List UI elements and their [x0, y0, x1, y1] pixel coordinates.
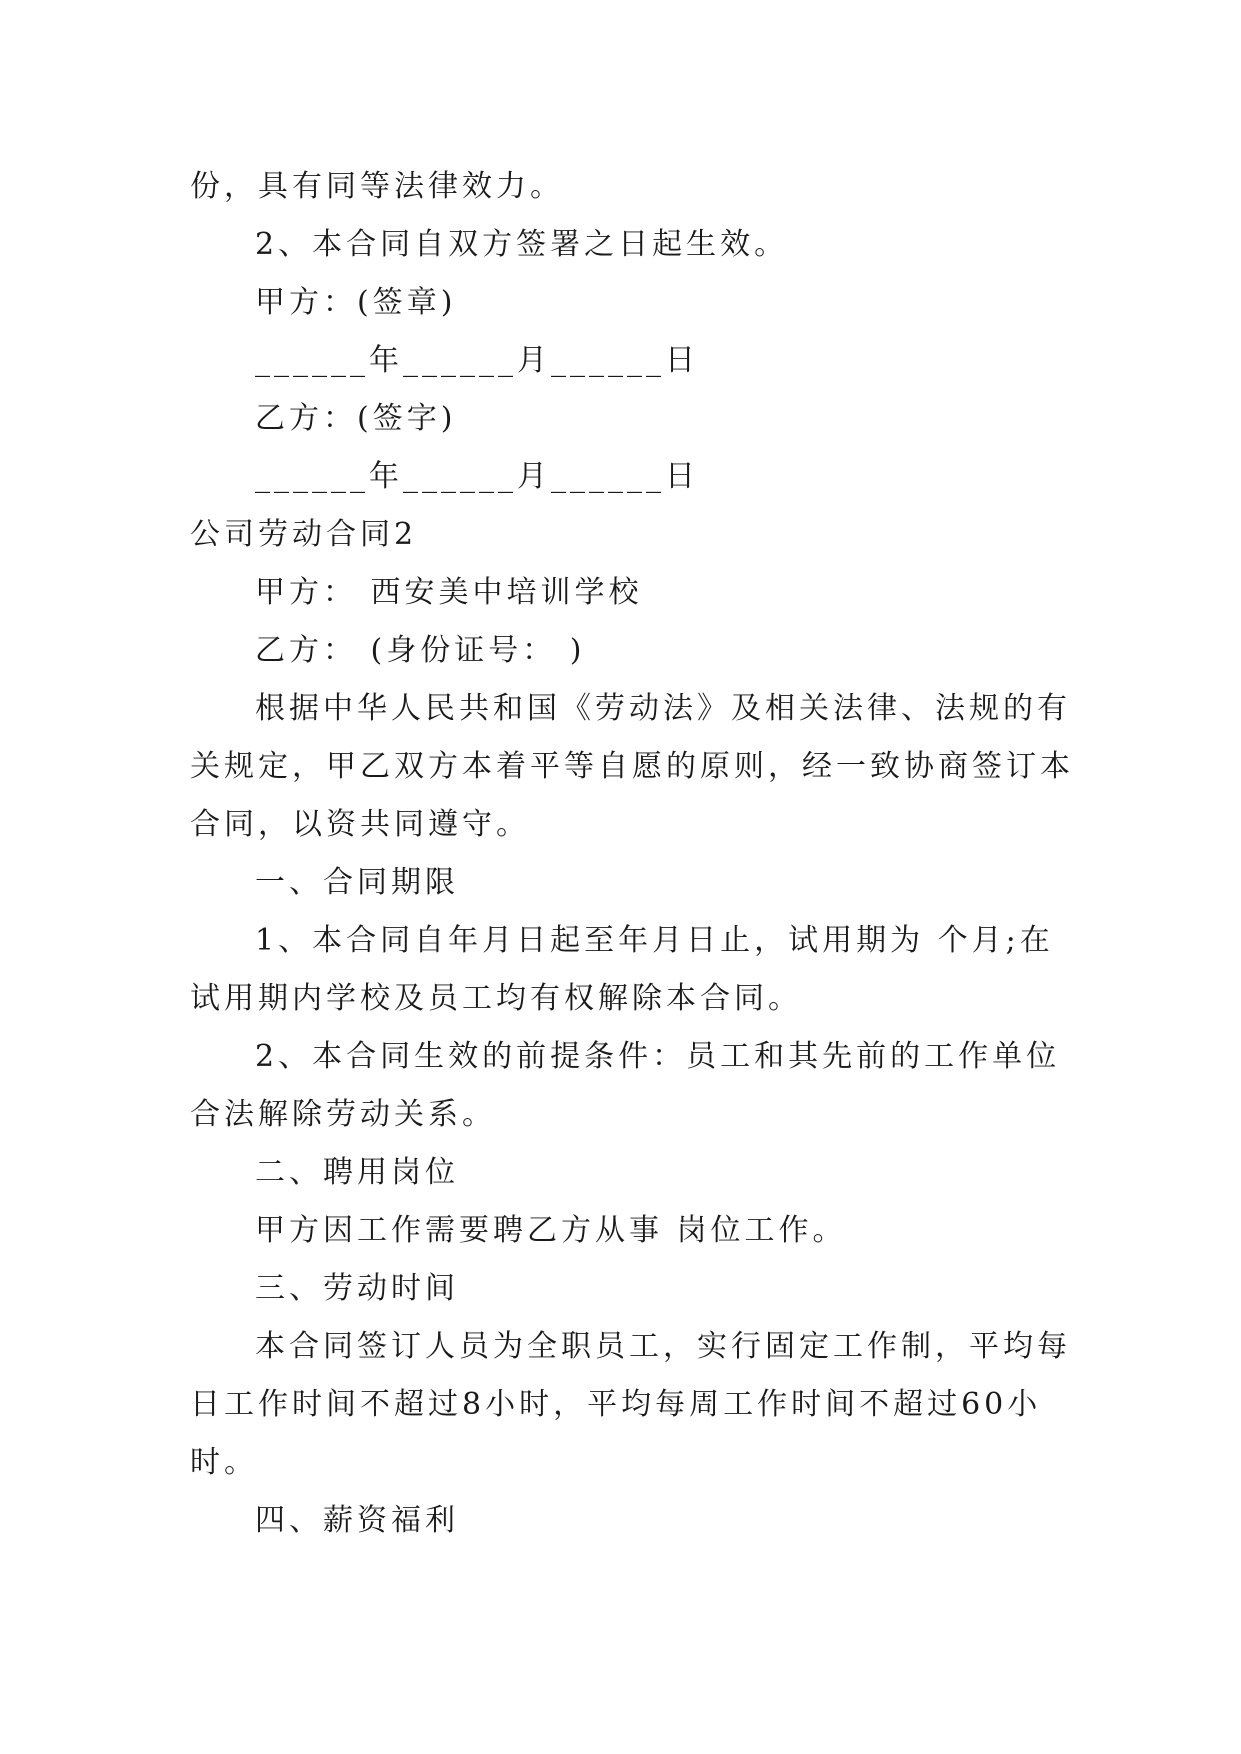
- paragraph-line: 时。: [190, 1445, 258, 1480]
- paragraph-line: 甲方因工作需要聘乙方从事 岗位工作。: [255, 1213, 847, 1248]
- clause-heading: 四、薪资福利: [255, 1503, 459, 1538]
- paragraph-line: 关规定，甲乙双方本着平等自愿的原则，经一致协商签订本: [190, 749, 1074, 784]
- clause-heading: 三、劳动时间: [255, 1271, 459, 1306]
- text-line: 甲方：(签章): [255, 285, 457, 320]
- text-line: 乙方：(签字): [255, 401, 457, 436]
- text-line: 份，具有同等法律效力。: [190, 169, 564, 204]
- paragraph-line: 合同，以资共同遵守。: [190, 807, 530, 842]
- clause-heading: 二、聘用岗位: [255, 1155, 459, 1190]
- paragraph-line: 2、本合同生效的前提条件：员工和其先前的工作单位: [255, 1039, 1061, 1074]
- clause-heading: 一、合同期限: [255, 865, 459, 900]
- paragraph-line: 本合同签订人员为全职员工，实行固定工作制，平均每: [255, 1329, 1071, 1364]
- paragraph-line: 试用期内学校及员工均有权解除本合同。: [190, 981, 802, 1016]
- text-line: 甲方： 西安美中培训学校: [255, 575, 643, 610]
- text-line: 2、本合同自双方签署之日起生效。: [255, 227, 789, 262]
- text-line: 乙方： (身份证号： ): [255, 633, 586, 668]
- date-blank-line: ______年______月______日: [255, 459, 699, 494]
- section-title: 公司劳动合同2: [190, 517, 418, 552]
- paragraph-line: 合法解除劳动关系。: [190, 1097, 496, 1132]
- date-blank-line: ______年______月______日: [255, 343, 699, 378]
- paragraph-line: 根据中华人民共和国《劳动法》及相关法律、法规的有: [255, 691, 1071, 726]
- paragraph-line: 日工作时间不超过8小时，平均每周工作时间不超过60小: [190, 1387, 1042, 1422]
- paragraph-line: 1、本合同自年月日起至年月日止，试用期为 个月;在: [255, 923, 1054, 958]
